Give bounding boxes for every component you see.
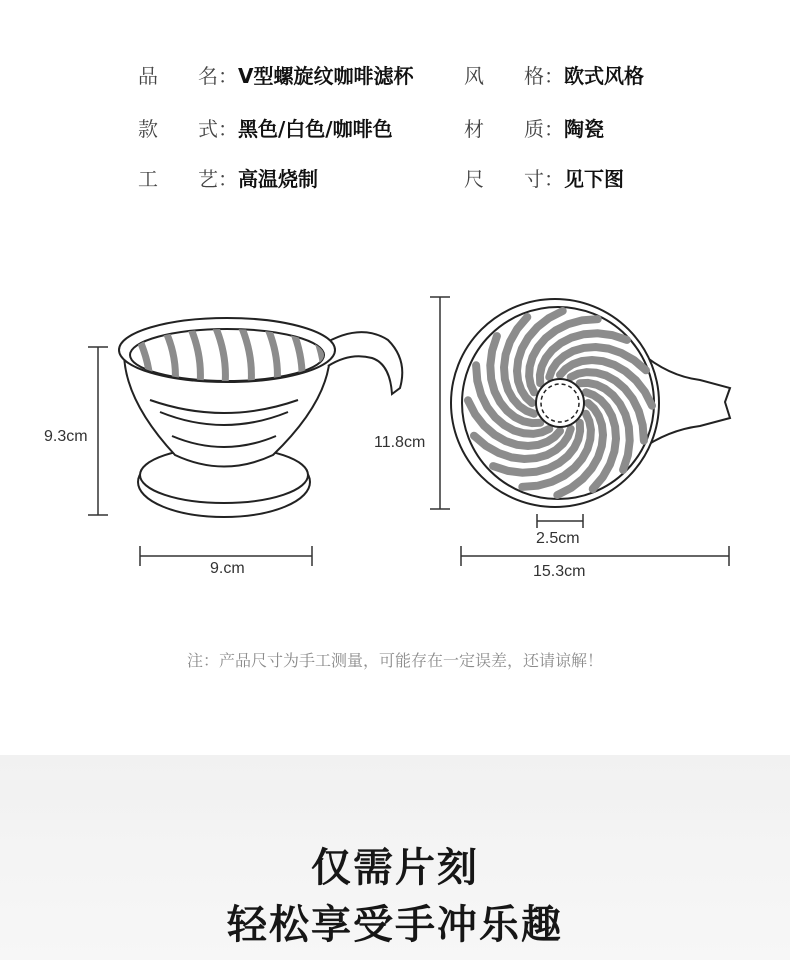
spec-value: 黑色/白色/咖啡色 <box>238 117 393 141</box>
spec-label: 工 艺： <box>138 167 238 191</box>
spec-value: 欧式风格 <box>564 64 644 88</box>
spec-label: 风 格： <box>464 64 564 88</box>
top-length-dimension <box>461 546 729 566</box>
side-width-label: 9.cm <box>210 560 245 577</box>
headline-line-2: 轻松享受手冲乐趣 <box>227 902 563 948</box>
headline-line-1: 仅需片刻 <box>311 845 479 891</box>
spec-value: V型螺旋纹咖啡滤杯 <box>238 64 414 88</box>
side-view-illustration <box>119 318 402 517</box>
side-height-dimension <box>88 347 108 515</box>
spec-label: 材 质： <box>464 117 564 141</box>
top-hole-dimension <box>537 514 583 528</box>
top-hole-label: 2.5cm <box>536 530 580 547</box>
spec-label: 品 名： <box>138 64 238 88</box>
spec-label: 款 式： <box>138 117 238 141</box>
spec-value: 高温烧制 <box>238 167 318 191</box>
spec-label: 尺 寸： <box>464 167 564 191</box>
spec-value: 见下图 <box>564 167 624 191</box>
spec-value: 陶瓷 <box>564 117 604 141</box>
measurement-note: 注：产品尺寸为手工测量，可能存在一定误差，还请谅解！ <box>186 651 603 670</box>
drain-hole <box>536 379 584 427</box>
top-length-label: 15.3cm <box>533 563 586 580</box>
top-height-dimension <box>430 297 450 509</box>
side-height-label: 9.3cm <box>44 428 88 445</box>
top-height-label: 11.8cm <box>374 434 426 451</box>
